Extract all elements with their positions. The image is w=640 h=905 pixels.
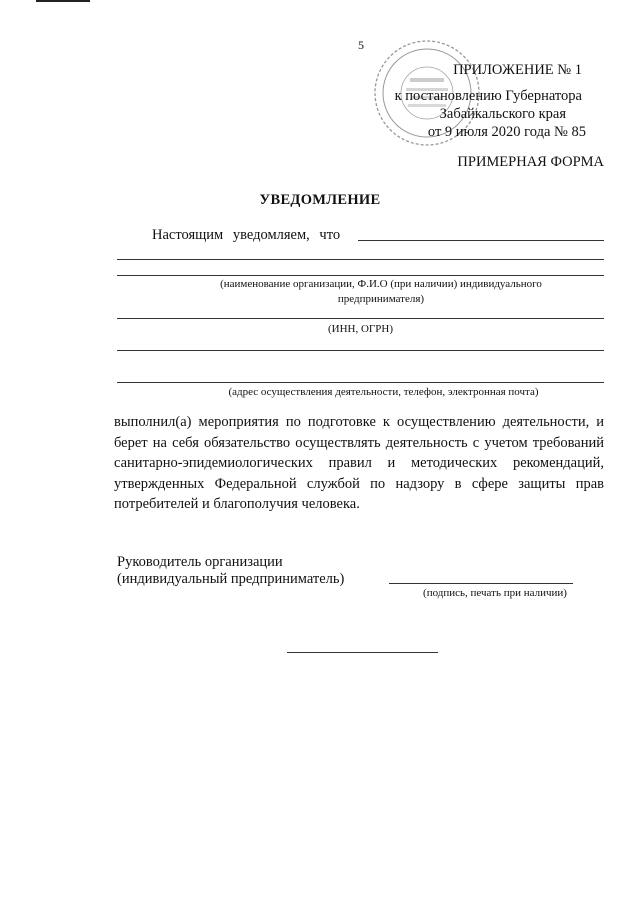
body-paragraph <box>114 412 604 515</box>
body-text: выполнил(а) мероприятия по подготовке к осуществлению деятельности, и берет на себя обязательство осуществлять деятельность с учетом требований санитарно-эпидемиологических правил и методических рекомендаций, утвержденных Федеральной службой по надзору в сфере защиты прав потребителей и благополучия человека. <box>114 414 604 512</box>
document-title: УВЕДОМЛЕНИЕ <box>259 192 381 208</box>
caption-inn: (ИНН, ОГРН) <box>327 323 394 335</box>
signature-caption: (подпись, печать при наличии) <box>423 587 567 599</box>
intro-text: Настоящим уведомляем, что <box>152 227 341 243</box>
fill-line-inn[interactable] <box>117 318 604 319</box>
caption-org-name: (наименование организации, Ф.И.О (при наличии) индивидуального предпринимателя) <box>220 278 542 305</box>
header-line-2: к постановлению Губернатора <box>394 88 582 104</box>
fill-line-org-start[interactable] <box>358 240 604 241</box>
caption-address: (адрес осуществления деятельности, телефон, электронная почта) <box>228 386 539 398</box>
fill-line-org-1[interactable] <box>117 259 604 260</box>
fill-line-address-1[interactable] <box>117 350 604 351</box>
signature-line[interactable] <box>389 583 573 584</box>
fill-line-address-2[interactable] <box>117 382 604 383</box>
signature-role-1: Руководитель организации <box>117 554 283 570</box>
form-type-label: ПРИМЕРНАЯ ФОРМА <box>457 154 604 170</box>
top-rule <box>36 0 90 2</box>
header-line-4: от 9 июля 2020 года № 85 <box>427 124 586 140</box>
closing-rule <box>287 652 438 653</box>
appendix-number: ПРИЛОЖЕНИЕ № 1 <box>453 62 582 78</box>
signature-role-2: (индивидуальный предприниматель) <box>117 571 345 587</box>
header-line-3: Забайкальского края <box>439 106 566 122</box>
fill-line-org-2[interactable] <box>117 275 604 276</box>
page-number: 5 <box>358 38 364 52</box>
